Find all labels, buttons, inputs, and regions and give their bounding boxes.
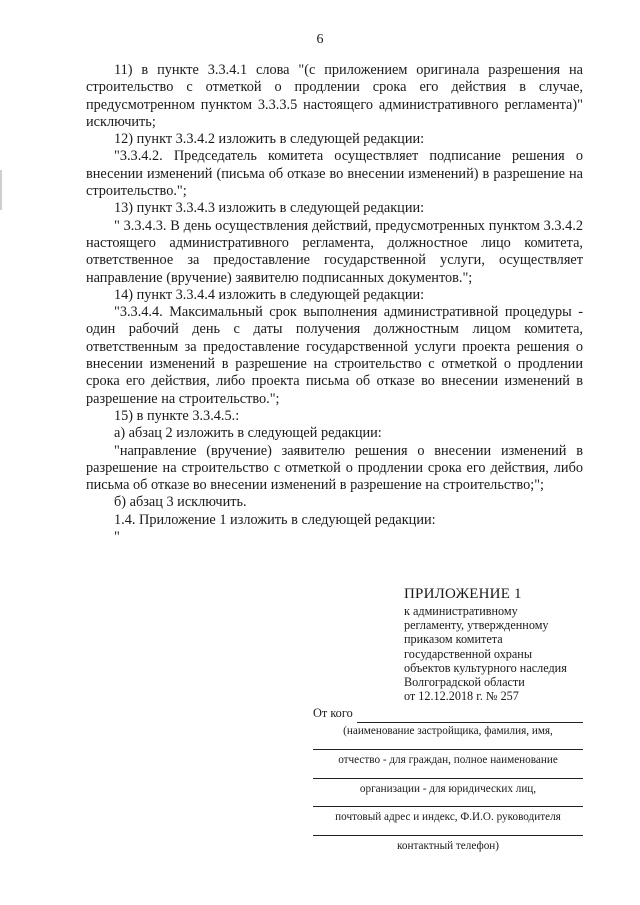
paragraph: 15) в пункте 3.3.4.5.: [114, 407, 240, 424]
paragraph: " [114, 529, 120, 546]
from-label: От кого [313, 706, 353, 720]
scan-edge-mark [0, 170, 2, 210]
form-caption: отчество - для граждан, полное наименование [338, 754, 558, 766]
form-line [357, 722, 583, 723]
form-caption: почтовый адрес и индекс, Ф.И.О. руководителя [335, 811, 561, 823]
paragraph: 12) пункт 3.3.4.2 изложить в следующей редакции: [114, 131, 425, 148]
paragraph: "направление (вручение) заявителю решения о внесении изменений в разрешение на строительство с отметкой о продлении срока его действия, либо письма об отказе во внесении изменений в разрешение на строительство;"; [86, 442, 583, 494]
paragraph: 11) в пункте 3.3.4.1 слова "(с приложением оригинала разрешения на строительство с отметкой о продлении срока его действия в случае, предусмотренном пунктом 3.3.3.5 настоящего административного регламента)" исключить; [86, 62, 583, 130]
form-caption: (наименование застройщика, фамилия, имя, [343, 725, 553, 737]
appendix-title: ПРИЛОЖЕНИЕ 1 [404, 586, 522, 602]
paragraph: 13) пункт 3.3.4.3 изложить в следующей редакции: [114, 200, 425, 217]
form-caption: контактный телефон) [397, 840, 499, 852]
paragraph: "3.3.4.2. Председатель комитета осуществляет подписание решения о внесении изменений (письма об отказе во внесении изменений) в разрешение на строительство."; [86, 148, 583, 200]
paragraph: а) абзац 2 изложить в следующей редакции: [114, 425, 382, 442]
paragraph: б) абзац 3 исключить. [114, 494, 247, 511]
paragraph: 14) пункт 3.3.4.4 изложить в следующей редакции: [114, 286, 425, 303]
appendix-approval-text: к административному регламенту, утвержденному приказом комитета государственной охраны объектов культурного наследия Волгоградской области от 12.12.2018 г. № 257 [404, 604, 567, 704]
form-line [313, 749, 583, 750]
appendix-header [404, 585, 589, 703]
paragraph: 1.4. Приложение 1 изложить в следующей редакции: [114, 511, 436, 528]
paragraph: " 3.3.4.3. В день осуществления действий, предусмотренных пунктом 3.3.4.2 настоящего административного регламента, должностное лицо комитета, ответственное за предоставление государственной услуги, осуществляет направление (вручение) заявителю подписанных документов."; [86, 217, 583, 286]
form-line [313, 806, 583, 807]
page-number: 6 [316, 32, 324, 47]
form-line [313, 835, 583, 836]
document-body [86, 62, 583, 546]
form-line [313, 778, 583, 779]
paragraph: "3.3.4.4. Максимальный срок выполнения административной процедуры - один рабочий день с даты получения должностным лицом комитета, ответственным за предоставление государственной услуги проекта решения о внесении изменений в разрешение на строительство с отметкой о продлении срока его действия, либо проекта письма об отказе во внесении изменений в разрешение на строительство."; [86, 304, 583, 407]
form-caption: организации - для юридических лиц, [359, 783, 537, 795]
